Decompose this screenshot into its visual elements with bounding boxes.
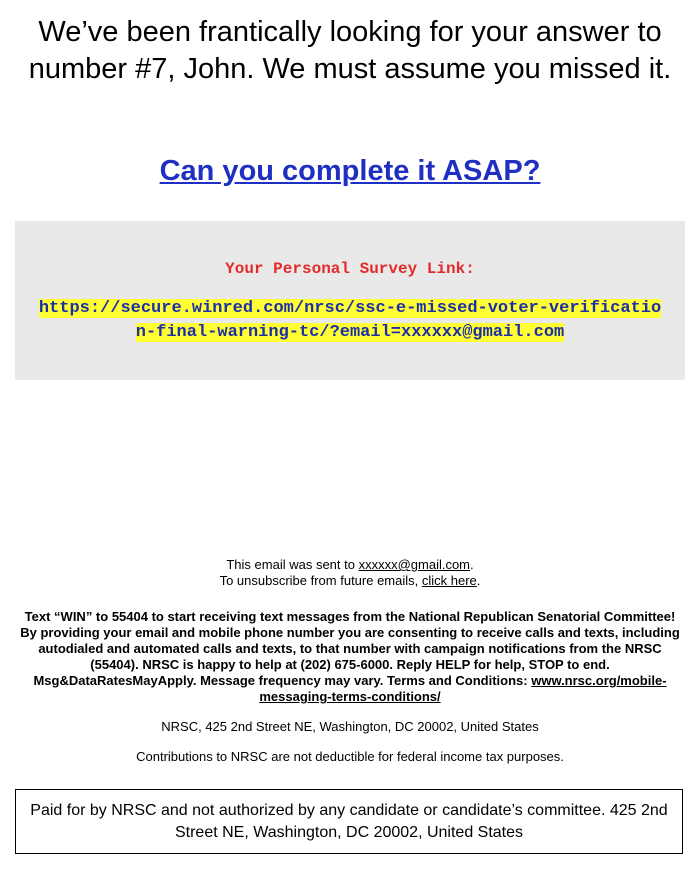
legal-text: Text “WIN” to 55404 to start receiving text messages from the National Republican Senatorial Committee! By providing your email and mobile phone number you are consenting to receive calls and texts, including autodialed and automated calls and texts, to that number with campaign notifications from the NRSC (55404). NRSC is happy to help at (202) 675-6000. Reply HELP for help, STOP to end. Msg&DataRatesMayApply. Message frequency may vary. Terms and Conditions: — [20, 609, 680, 688]
unsubscribe-suffix: . — [476, 573, 481, 588]
unsubscribe-link[interactable]: click here — [421, 573, 477, 588]
recipient-email-link[interactable]: xxxxxx@gmail.com — [358, 557, 471, 572]
survey-box — [15, 221, 685, 380]
survey-link-text[interactable] — [35, 297, 665, 345]
headline: We’ve been frantically looking for your answer to number #7, John. We must assume you missed it. — [28, 16, 672, 85]
sms-legal-notice — [20, 609, 680, 705]
sent-prefix: This email was sent to — [226, 557, 359, 572]
paid-for-box — [15, 789, 683, 854]
cta-container — [0, 152, 700, 190]
mailing-address: NRSC, 425 2nd Street NE, Washington, DC 20002, United States — [161, 719, 539, 734]
survey-label: Your Personal Survey Link: — [225, 260, 475, 278]
email-sent-notice — [20, 557, 680, 589]
complete-survey-link[interactable]: Can you complete it ASAP? — [159, 155, 541, 187]
tax-disclaimer: Contributions to NRSC are not deductible for federal income tax purposes. — [136, 749, 564, 764]
paid-for-disclaimer: Paid for by NRSC and not authorized by any candidate or candidate’s committee. 425 2nd Street NE, Washington, DC 20002, United States — [30, 802, 668, 841]
sent-suffix: . — [470, 557, 474, 572]
terms-link[interactable]: www.nrsc.org/mobile-messaging-terms-conditions/ — [259, 673, 667, 704]
unsubscribe-prefix: To unsubscribe from future emails, — [219, 573, 422, 588]
survey-link-url[interactable]: https://secure.winred.com/nrsc/ssc-e-missed-voter-verification-final-warning-tc/?email=xxxxxx@gmail.com — [38, 299, 662, 342]
